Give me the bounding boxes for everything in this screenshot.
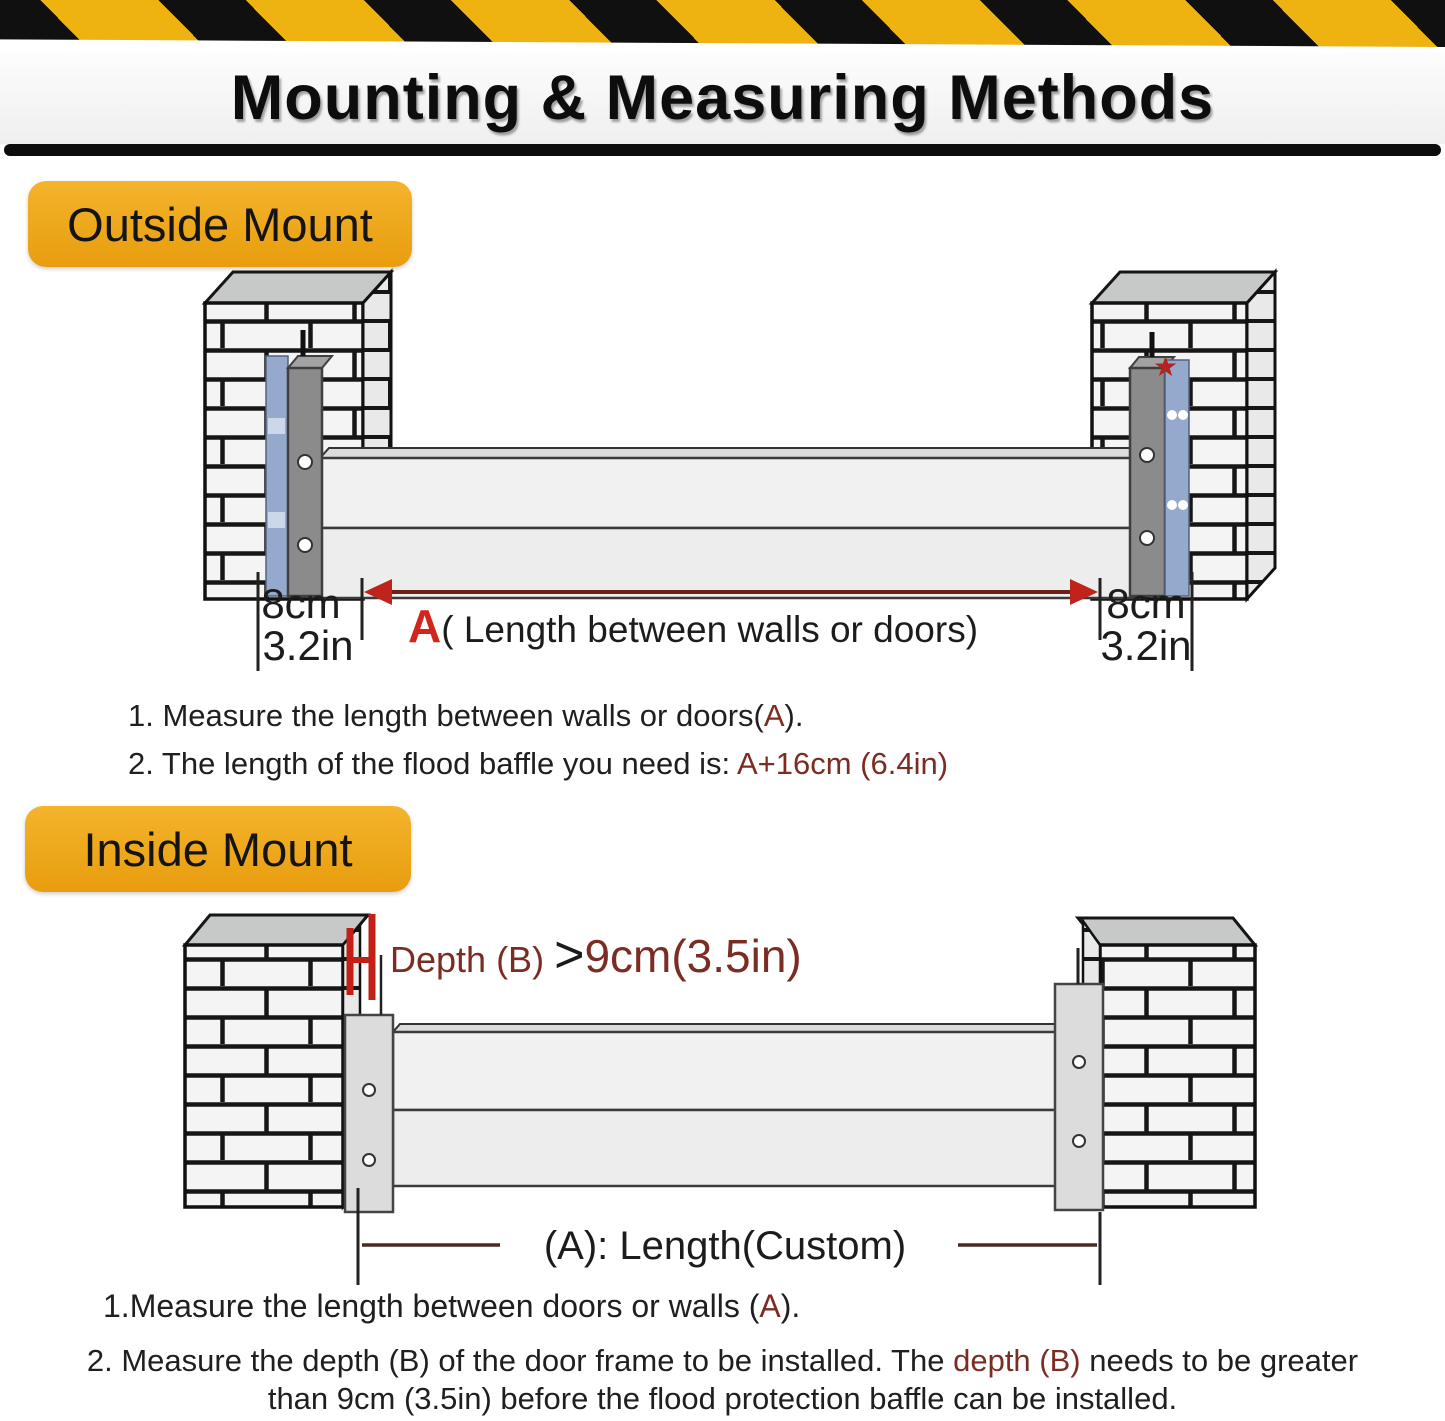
inside-mount-diagram <box>0 895 1445 1292</box>
depth-label: Depth (B) >9cm(3.5in) <box>390 926 802 984</box>
screw-hole <box>363 1154 375 1166</box>
right-dim-cm: 8cm <box>1106 580 1186 627</box>
right-brick-pillar <box>1078 918 1255 1207</box>
outside-step-1: 1. Measure the length between walls or doors(A). <box>128 698 804 733</box>
screw-hole <box>1140 448 1154 462</box>
page-title: Mounting & Measuring Methods <box>230 63 1215 133</box>
left-dim-cm: 8cm <box>261 580 341 627</box>
right-seal-strip <box>1165 360 1189 596</box>
left-mount-channel <box>266 330 332 596</box>
hazard-stripes <box>0 0 1445 47</box>
outside-step-2: 2. The length of the flood baffle you need is: A+16cm (6.4in) <box>128 746 949 781</box>
screw-hole <box>1073 1135 1085 1147</box>
left-mount-channel <box>345 1015 393 1212</box>
screw-hole <box>298 455 312 469</box>
left-dim-in: 3.2in <box>262 622 354 669</box>
header-divider <box>4 144 1441 156</box>
hazard-stripe-banner <box>0 0 1445 58</box>
right-dim-in: 3.2in <box>1100 622 1192 669</box>
star-icon: ★ <box>1153 351 1179 382</box>
inside-mount-badge: Inside Mount <box>25 806 411 892</box>
left-brick-pillar <box>185 915 368 1207</box>
left-seal-strip <box>266 356 288 596</box>
span-length-label: A( Length between walls or doors) <box>408 600 979 652</box>
inside-step-2: 2. Measure the depth (B) of the door frame to be installed. The depth (B) needs to be greater than 9cm (3.5in) before the flood protection baffle can be installed. <box>86 1343 1359 1416</box>
inside-step-1: 1.Measure the length between doors or walls (A). <box>103 1288 801 1324</box>
screw-hole <box>298 538 312 552</box>
depth-annotation <box>347 914 802 1015</box>
outside-mount-diagram <box>0 267 1445 672</box>
right-mount-channel <box>1055 948 1103 1210</box>
outside-mount-badge: Outside Mount <box>28 181 412 267</box>
inside-dimension-annotations <box>358 1188 1100 1285</box>
flood-barrier <box>393 1024 1065 1186</box>
flood-barrier <box>320 448 1149 598</box>
outside-mount-steps <box>128 692 948 788</box>
length-custom-label: (A): Length(Custom) <box>543 1224 907 1268</box>
title-band <box>0 52 1445 144</box>
right-mount-channel <box>1130 332 1189 596</box>
screw-hole <box>1073 1056 1085 1068</box>
screw-hole <box>1140 531 1154 545</box>
screw-hole <box>363 1084 375 1096</box>
